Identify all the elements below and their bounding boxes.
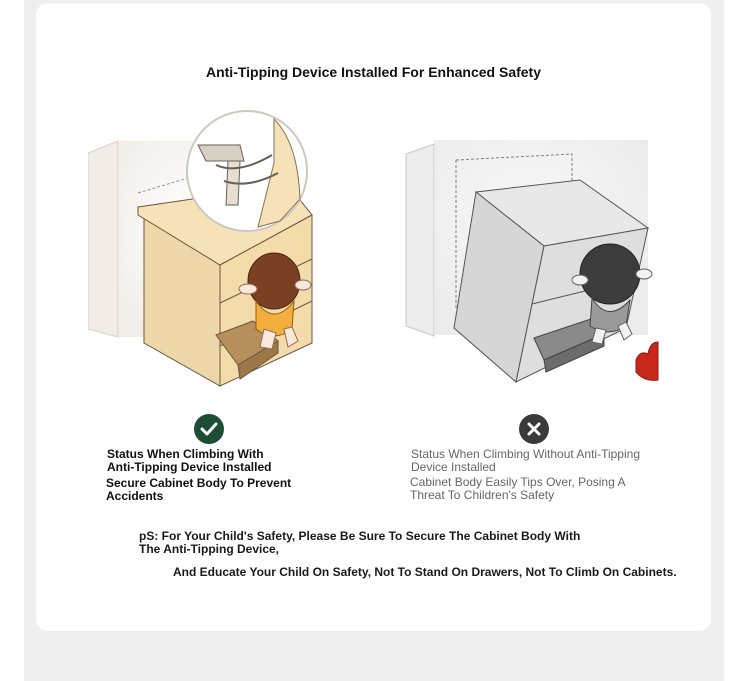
- check-status-icon: [194, 414, 224, 444]
- close-icon: [519, 414, 549, 444]
- right-status-title: Status When Climbing Without Anti-Tipping Device Installed: [411, 447, 640, 474]
- check-icon: [194, 414, 224, 444]
- cross-status-icon: [519, 414, 549, 444]
- secured-cabinet-illustration: [88, 103, 333, 388]
- content-card: [36, 3, 711, 631]
- safety-note-line-2: And Educate Your Child On Safety, Not To Stand On Drawers, Not To Climb On Cabinets.: [173, 565, 677, 579]
- left-status-result: Secure Cabinet Body To Prevent Accidents: [106, 476, 292, 503]
- left-status-title: Status When Climbing With Anti-Tipping Device Installed: [107, 447, 272, 474]
- page-title: Anti-Tipping Device Installed For Enhanced Safety: [205, 64, 542, 80]
- safety-note-line-1: pS: For Your Child's Safety, Please Be Sure To Secure The Cabinet Body With The Anti-Tipping Device,: [139, 529, 581, 556]
- right-status-result: Cabinet Body Easily Tips Over, Posing A Threat To Children's Safety: [410, 475, 625, 502]
- tipping-cabinet-illustration: [404, 128, 659, 388]
